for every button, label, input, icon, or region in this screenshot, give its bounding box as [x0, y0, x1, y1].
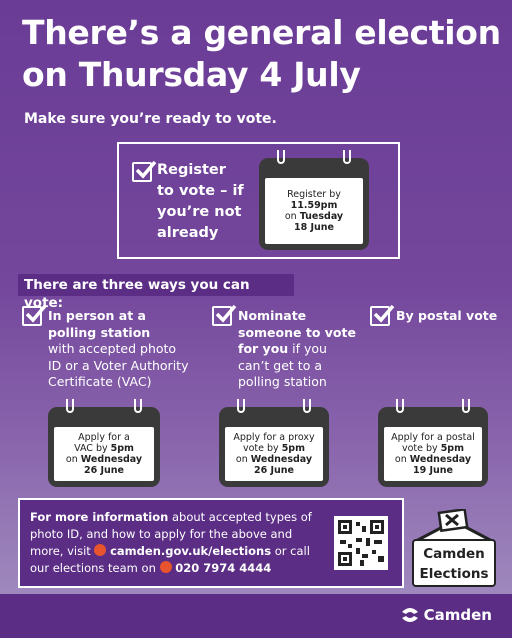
- calendar-text: 26 June: [83, 465, 125, 476]
- logo-text: Camden: [423, 546, 485, 562]
- info-text: our elections team on: [30, 561, 160, 575]
- phone-number[interactable]: 020 7974 4444: [175, 561, 272, 575]
- camden-logo-icon: [400, 606, 420, 624]
- way-text: By postal vote: [396, 308, 498, 323]
- mouse-pointer-icon: [94, 544, 106, 556]
- way-text: ID or a Voter Authority: [48, 357, 189, 373]
- headline-line-2: on Thursday 4 July: [22, 55, 361, 94]
- calendar-text: 18 June: [293, 222, 335, 233]
- calendar-text: 5pm: [440, 443, 464, 454]
- calendar-text: 5pm: [281, 443, 305, 454]
- calendar-text: 26 June: [253, 465, 295, 476]
- calendar-page: [225, 427, 323, 481]
- calendar-text: on: [394, 454, 410, 465]
- way-text: can’t get to a: [238, 357, 322, 373]
- calendar-text: on: [65, 454, 81, 465]
- way-text: someone to vote: [238, 324, 356, 340]
- register-text: [157, 160, 267, 244]
- checkbox-icon: [132, 162, 152, 182]
- logo-label: [412, 539, 496, 587]
- register-line: already: [157, 225, 219, 241]
- calendar-text: Tuesday: [299, 211, 344, 222]
- footer-brand-text: Camden: [423, 606, 492, 624]
- way-text: with accepted photo: [48, 341, 177, 356]
- calendar-icon: [48, 407, 160, 487]
- qr-code[interactable]: [334, 516, 388, 570]
- calendar-text: Register by: [287, 189, 341, 200]
- way-text: polling station: [238, 374, 327, 389]
- calendar-text: VAC by: [74, 443, 111, 454]
- calendar-text: Wednesday: [409, 454, 472, 465]
- calendar-page: [384, 427, 482, 481]
- calendar-icon: [259, 158, 369, 250]
- register-line: to vote – if: [157, 183, 244, 199]
- calendar-icon: [219, 407, 329, 487]
- register-panel: [117, 142, 400, 259]
- footer-brand: [400, 606, 492, 624]
- register-line: you’re not: [157, 204, 242, 220]
- way-text: polling station: [48, 324, 151, 340]
- info-text: more, visit: [30, 544, 95, 558]
- calendar-page: [265, 178, 363, 244]
- calendar-text: Apply for a: [78, 432, 130, 443]
- way-postal: [370, 306, 500, 336]
- calendar-text: on: [284, 211, 300, 222]
- logo-text: Elections: [419, 566, 489, 582]
- website-link[interactable]: camden.gov.uk/elections: [110, 544, 272, 558]
- way-text: Certificate (VAC): [48, 374, 152, 389]
- calendar-icon: [378, 407, 488, 487]
- calendar-text: Wednesday: [250, 454, 313, 465]
- phone-icon: [160, 561, 172, 573]
- ballot-box-icon: [410, 509, 498, 543]
- calendar-page: [54, 427, 154, 481]
- calendar-text: 11.59pm: [290, 200, 338, 211]
- calendar-text: Apply for a postal: [391, 432, 475, 443]
- headline: [22, 12, 502, 96]
- footer-bar: [0, 594, 512, 638]
- way-text: for you: [238, 341, 289, 356]
- headline-line-1: There’s a general election: [22, 13, 501, 52]
- calendar-text: 19 June: [412, 465, 454, 476]
- subtitle: Make sure you’re ready to vote.: [24, 111, 277, 127]
- ways-heading: There are three ways you can vote:: [18, 274, 294, 296]
- calendar-text: on: [235, 454, 251, 465]
- register-line: Register: [157, 162, 226, 178]
- info-text: For more information: [30, 510, 169, 524]
- info-panel: [18, 498, 404, 588]
- way-text: if you: [288, 341, 327, 356]
- calendar-text: vote by: [401, 443, 441, 454]
- calendar-text: 5pm: [110, 443, 134, 454]
- info-text: or call: [271, 544, 310, 558]
- way-in-person: [22, 306, 212, 396]
- way-proxy: [212, 306, 362, 396]
- calendar-text: vote by: [242, 443, 282, 454]
- checkbox-icon: [22, 306, 42, 326]
- checkbox-icon: [370, 306, 390, 326]
- way-text: Nominate: [238, 308, 307, 323]
- calendar-text: Apply for a proxy: [233, 432, 315, 443]
- calendar-text: Wednesday: [80, 454, 143, 465]
- way-text: In person at a: [48, 308, 146, 323]
- info-text: photo ID, and how to apply for the above and: [30, 527, 293, 541]
- info-text: about accepted types of: [168, 510, 312, 524]
- checkbox-icon: [212, 306, 232, 326]
- camden-elections-logo: [410, 509, 498, 589]
